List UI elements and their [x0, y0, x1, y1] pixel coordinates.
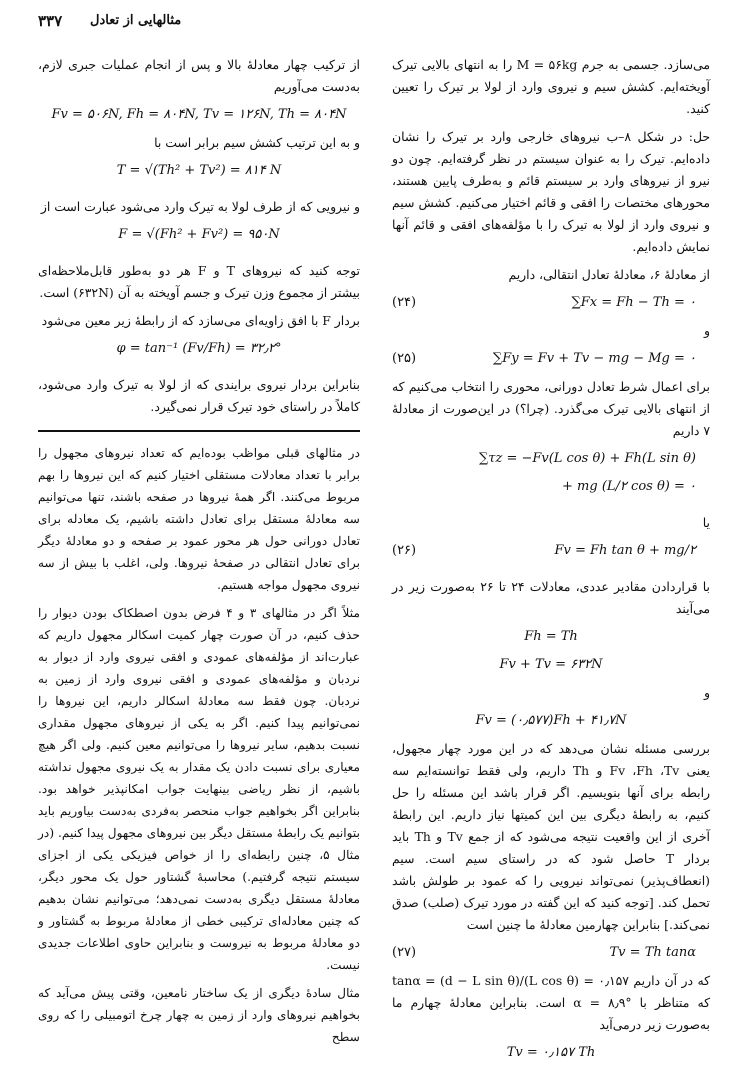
connector-text: و: [704, 685, 710, 700]
equation: [392, 654, 710, 676]
paragraph: حل: در شکل ۸–ب نیروهای خارجی وارد بر تیرک را نشان داده‌ایم. تیرک را به عنوان سیستم در نظر گرفته‌ایم. چون دو نیرو از نیروهای وارد بر سیستم قائم و به‌طرف پایین هستند، محورهای مختصات را افقی و قائم اختیار می‌کنیم. کشش سیم و نیروی وارد از لولا به تیرک را با مؤلفه‌های افقی و قائم آنها نمایش داده‌ایم.: [392, 129, 710, 254]
paragraph: با قراردادن مقادیر عددی، معادلات ۲۴ تا ۲۶ به‌صورت زیر در می‌آیند: [392, 579, 711, 616]
note-paragraph: در مثالهای قبلی مواظب بوده‌ایم که تعداد نیروهای مجهول را برابر با تعداد معادلات مستقلی اختیار کنیم که این نیروها را بهم مربوط می‌کنند. اگر همهٔ نیروها در صفحه باشند، تنها می‌توانیم سه معادلهٔ مستقل برای تعادل داشته باشیم، یک معادله برای تعادل دورانی حول هر محور عمود بر صفحه و دو معادلهٔ دیگر برای تعادل انتقالی در صفحهٔ نیروها. ولی، اغلب با بیش از سه نیروی مجهول مواجه هستیم.: [38, 446, 360, 592]
paragraph: از ترکیب چهار معادلهٔ بالا و پس از انجام عملیات جبری لازم، به‌دست می‌آوریم: [38, 57, 360, 94]
note-paragraph: مثال سادهٔ دیگری از یک ساختار نامعین، وقتی پیش می‌آید که بخواهیم نیروهای وارد از زمین به چهار چرخ اتومبیلی را که روی سطح: [38, 986, 360, 1044]
equation: [392, 626, 710, 648]
equation-number: (۲۴): [392, 295, 417, 310]
equation-torque-line1: [392, 448, 710, 470]
paragraph: بنابراین بردار نیروی برایندی که از لولا به تیرک وارد می‌شود، کاملاً در راستای خود تیرک قرار نمی‌گیرد.: [38, 377, 360, 414]
equation-body: T = √(Th² + Tv²) = ۸۱۴ N: [116, 163, 282, 178]
equation-25: [392, 348, 710, 370]
equation-body: ∑Fx = Fh − Th = ۰: [571, 295, 696, 310]
left-column: [38, 54, 360, 1054]
paragraph: که در آن داریم tanα = (d − L sin θ)/(L cos θ) = ۰٫۱۵۷ که متناظر با α = ۸٫۹° است. بنابراین معادلهٔ چهارم ما به‌صورت زیر درمی‌آید: [392, 973, 710, 1032]
running-title: مثالهایی از تعادل: [90, 13, 182, 28]
equation: [392, 710, 710, 732]
paragraph: بردار F با افق زاویه‌ای می‌سازد که از رابطهٔ زیر معین می‌شود: [41, 313, 360, 328]
equation-results: [38, 104, 360, 126]
equation-body: F = √(Fh² + Fv²) = ۹۵۰N: [118, 227, 280, 242]
equation-number: (۲۵): [392, 351, 417, 366]
paragraph: و نیرویی که از طرف لولا به تیرک وارد می‌شود عبارت است از: [40, 199, 360, 214]
equation-body: ∑Fy = Fv + Tv − mg − Mg = ۰: [492, 351, 696, 366]
paragraph: توجه کنید که نیروهای T و F هر دو به‌طور قابل‌ملاحظه‌ای بیشتر از مجموع وزن تیرک و جسم آویخته به آن (۶۳۲N) است.: [38, 263, 360, 300]
equation-tension: [38, 160, 360, 190]
equation-body: + mg (L/۲ cos θ) = ۰: [562, 479, 696, 494]
paragraph: می‌سازد. جسمی به جرم M = ۵۶kg را به انتهای بالایی تیرک آویخته‌ایم. کشش سیم و نیروی وارد از لولا بر تیرک را تعیین کنید.: [392, 57, 711, 116]
equation-body: Fv = Fh tan θ + mg/۲: [554, 543, 696, 558]
paragraph: از معادلهٔ ۶، معادلهٔ تعادل انتقالی، داریم: [508, 267, 710, 282]
equation-torque-line2: [392, 476, 710, 506]
equation-body: Fh = Th: [524, 629, 578, 644]
paragraph: برای اعمال شرط تعادل دورانی، محوری را انتخاب می‌کنیم که از انتهای بالایی تیرک می‌گذرد. (چرا؟) در این‌صورت از معادلهٔ ۷ داریم: [392, 379, 710, 438]
connector-text: و: [704, 323, 710, 338]
equation-body: ∑τz = −Fv(L cos θ) + Fh(L sin θ): [478, 451, 696, 466]
equation-number: (۲۷): [392, 945, 417, 960]
section-divider: [38, 430, 360, 432]
page-header: [0, 8, 732, 32]
equation-body: Tv = Th tanα: [609, 945, 696, 960]
equation-angle: [38, 338, 360, 368]
equation-body: Tv = ۰٫۱۵۷ Th: [506, 1045, 596, 1060]
note-paragraph: مثلاً اگر در مثالهای ۳ و ۴ فرض بدون اصطکاک بودن دیوار را حذف کنیم، در آن صورت چهار کمیت اسکالر مجهول داریم که عبارت‌اند از مؤلفه‌های عمودی و افقی نیروی وارد از دیوار به نردبان و مؤلفه‌های عمودی و افقی نیروی وارد از زمین به نردبان. چون فقط سه معادلهٔ اسکالر داریم، این نیروها را نمی‌توانیم پیدا کنیم. اگر به یکی از نیروهای مجهول مقداری نسبت بدهیم، سایر نیروها را می‌توانیم معین کنیم. ولی اگر هیچ معیاری برای نسبت دادن یک مقدار به یک نیروی مجهول نداشته باشیم، از نظر ریاضی بینهایت جواب امکانپذیر خواهد بود. بنابراین اگر بخواهیم جواب منحصر به‌فردی به‌دست بیاوریم باید بتوانیم یک رابطهٔ مستقل دیگر بین نیروهای مجهول پیدا کنیم. (در مثال ۵، چنین رابطه‌ای را از خواص فیزیکی یکی از اجزای سیستم نتیجه گرفتیم.) محاسبهٔ گشتاور حول یک محور دیگر، معادلهٔ مستقل دیگری به‌دست نمی‌دهد؛ می‌توانیم نشان بدهیم که چنین معادله‌ای ترکیبی خطی از معادلهٔ مربوط به گشتاور و دو معادلهٔ مربوط به نیروست و بنابراین حاوی اطلاعات جدیدی نیست.: [38, 606, 361, 972]
connector-text: یا: [702, 515, 710, 530]
equation-24: [392, 292, 710, 314]
equation-hinge-force: [38, 224, 360, 254]
right-column: [392, 54, 710, 1070]
paragraph: و به این ترتیب کشش سیم برابر است با: [154, 135, 360, 150]
equation-body: Fv = (۰٫۵۷۷)Fh + ۴۱٫۷N: [475, 713, 627, 728]
equation: [392, 1042, 710, 1064]
equation-body: Fv = ۵۰۶N, Fh = ۸۰۴N, Tv = ۱۲۶N, Th = ۸۰۴N: [51, 107, 347, 122]
equation-number: (۲۶): [392, 543, 417, 558]
equation-27: [392, 942, 710, 964]
page-number: ۳۳۷: [38, 12, 63, 30]
equation-body: Fv + Tv = ۶۳۲N: [499, 657, 603, 672]
equation-body: φ = tan⁻¹ (Fv/Fh) = ۳۲٫۲°: [116, 341, 282, 356]
equation-26: [392, 540, 710, 570]
paragraph: بررسی مسئله نشان می‌دهد که در این مورد چهار مجهول، یعنی Fv ،Fh ،Tv و Th داریم، ولی فقط توانسته‌ایم سه رابطه برای آنها بنویسیم. اگر قرار باشد این مسئله را حل کنیم، به رابطهٔ دیگری بین این کمیتها نیاز داریم. این رابطهٔ آخری از این واقعیت نتیجه می‌شود که از جمع Tv و Th باید بردار T حاصل شود که در راستای سیم است. سیم (انعطاف‌پذیر) نمی‌تواند نیرویی را که عمود بر طولش باشد تحمل کند. [توجه کنید که این گفته در مورد تیرک (صلب) صدق نمی‌کند.] بنابراین چهارمین معادلهٔ ما چنین است: [392, 741, 710, 932]
